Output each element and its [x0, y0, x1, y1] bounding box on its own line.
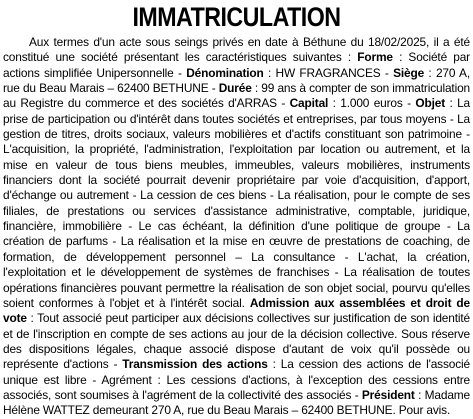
value-objet: : La prise de participation ou d'intérêt dans toutes sociétés et entreprises, par tous moyens - La gestion de titres, droits sociaux, valeurs mobilières et d'actifs constituant son patrimoine - L'acquisition, la propriété, l'administration, l'exploitation par location ou autrement, et la mise en valeur de tous biens meubles, immeubles, valeurs mobilières, instruments financiers dont la société pourrait devenir propriétaire par voie d'acquisition, d'apport, d'échange ou autrement - La cession de ces biens - La réalisation, pour le compte de ses filiales, de prestations ou services d'assistance administrative, comptable, juridique, financière, immobilière - Le cas échéant, la définition d'une politique de groupe - La création de parfums - La réalisation et la mise en œuvre de prestations de coaching, de formation, de développement personnel – La consultance - L'achat, la création, l'exploitation et le développement de systèmes de franchises - La réalisation de toutes opérations financières pouvant permettre la réalisation de son objet social, pourvu qu'elles soient conformes à l'objet et à l'intérêt social.: [3, 96, 471, 310]
label-duree: Durée: [218, 81, 252, 96]
value-admission: : Tout associé peut participer aux décisions collectives sur justification de son identité et de l'inscription en compte de ses actions au jour de la décision collective. Sous réserve des dispositions légales, chaque associé dispose d'autant de voix qu'il possède ou représente d'actions -: [3, 311, 470, 372]
label-capital: Capital: [289, 96, 329, 111]
label-denomination: Dénomination: [186, 65, 264, 80]
value-transmission: : La cession des actions de l'associé unique est libre - Agrément : Les cessions d'actions, à l'exception des cessions entre associés, sont soumises à l'agrément de la collectivité des associés -: [3, 357, 470, 402]
value-forme: : Société par actions simplifiée Unipersonnelle -: [3, 50, 470, 80]
notice-body: [3, 35, 470, 419]
value-duree: : 99 ans à compter de son immatriculation au Registre du commerce et des sociétés d'ARRAS -: [3, 81, 470, 111]
label-objet: Objet: [415, 96, 446, 111]
value-denomination: : HW FRAGRANCES -: [263, 65, 394, 80]
label-admission: Admission aux assemblées et droit de vote: [3, 295, 471, 326]
value-capital: : 1.000 euros -: [328, 96, 416, 111]
label-transmission: Transmission des actions: [122, 357, 268, 372]
notice-title: IMMATRICULATION: [132, 2, 341, 32]
label-siege: Siège: [393, 65, 425, 80]
label-president: Président: [361, 387, 415, 402]
segment-intro: Aux termes d'un acte sous seings privés en date à Béthune du 18/02/2025, il a été constitué une société présentant les caractéristiques suivantes :: [3, 35, 470, 65]
value-president: : Madame Hélène WATTEZ demeurant 270 A, rue du Beau Marais – 62400 BETHUNE. Pour avis.: [3, 387, 471, 418]
value-siege: : 270 A, rue du Beau Marais – 62400 BETHUNE -: [3, 65, 470, 96]
label-forme: Forme: [357, 50, 393, 65]
